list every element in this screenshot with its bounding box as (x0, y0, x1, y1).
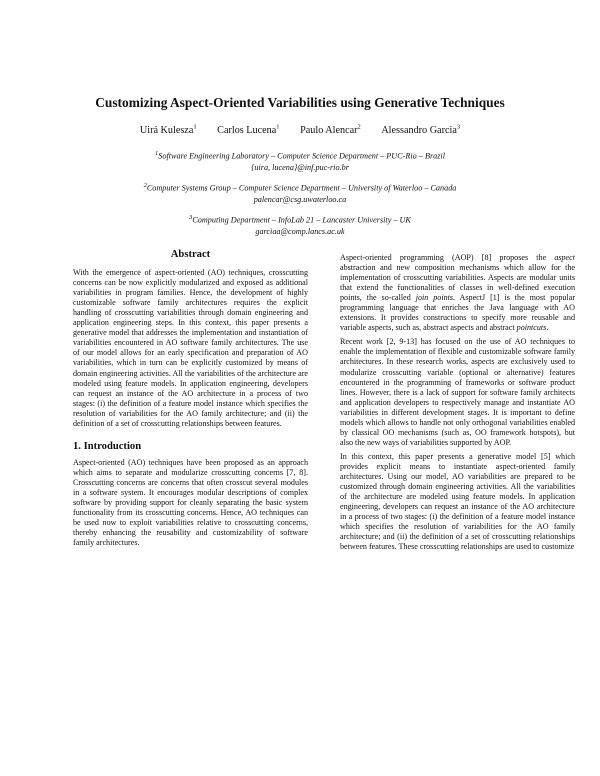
right-column (340, 253, 575, 552)
introduction-text: Aspect-oriented (AO) techniques have been proposed as an approach which aims to separate and modularize crosscutting concerns [7, 8]. Crosscutting concerns are concerns that often crosscut several modules in a software system. It encourages modular descriptions of complex software by providing support for cleanly separating the basic system functionality from its crosscutting concerns. Hence, AO techniques can be used now to exploit variabilities relative to crosscutting concerns, thereby enhancing the reusability and customizability of software family architectures. (73, 457, 308, 548)
paragraph: Aspect-oriented programming (AOP) [8] proposes the aspect abstraction and new composition mechanisms which allow for the implementation of crosscutting variabilities. Aspects are modular units that extend the functionalities of classes in well-defined execution points, the so-called join points. AspectJ [1] is the most popular programming language that enriches the Java language with AO extensions. It provides constructions to specify more reusable and variable aspects, such as, abstract aspects and abstract pointcuts. (340, 253, 576, 333)
affiliation: $^2$Computer Systems Group – Computer Science Department – University of Waterloo – Canada palencar@csg.uwaterloo.ca (143, 182, 457, 204)
abstract-text: With the emergence of aspect-oriented (AO) techniques, crosscutting concerns can be now explicitly modularized and exposed as additional variabilities in program families. Hence, the development of highly customizable software family architectures requires the explicit handling of crosscutting variabilities through domain engineering and application engineering steps. In this context, this paper presents a generative model that addresses the implementation and instantiation of variabilities encountered in AO software family architectures. The use of our model allows for an early specification and preparation of AO variabilities, which in turn can be explicitly customized by means of domain engineering activities. All the variabilities of the architecture are modeled using feature models. In application engineering, developers can request an instance of the AO architecture in a process of two stages: (i) the definition of a feature model instance which specifies the resolution of variabilities for the AO family architecture; and (ii) the definition of a set of crosscutting relationships between features. (73, 268, 308, 428)
introduction-heading: 1. Introduction (73, 440, 142, 452)
left-column (73, 250, 308, 548)
affiliation: $^3$Computing Department – InfoLab 21 – Lancaster University – UK garciaa@comp.lancs.ac.uk (189, 214, 411, 236)
affiliation: $^1$Software Engineering Laboratory – Computer Science Department – PUC-Rio – Brazil {uira, lucena}@inf.puc-rio.br (155, 150, 445, 172)
paper-title: Customizing Aspect-Oriented Variabilities using Generative Techniques (95, 95, 505, 110)
author: Uirá Kulesza$^1$ (139, 124, 197, 137)
paragraph: In this context, this paper presents a generative model [5] which provides explicit means to instantiate aspect-oriented family architectures. Using our model, AO variabilities are prepared to be customized through domain engineering activities. All the variabilities of the architecture are modeled using feature models. In application engineering, developers can request an instance of the AO architecture in a process of two stages: (i) the definition of a feature model instance which specifies the resolution of variabilities for the AO family architecture; and (ii) the definition of a set of crosscutting relationships between features. These crosscutting relationships are used to customize (340, 451, 575, 552)
paragraph: Recent work [2, 9-13] has focused on the use of AO techniques to enable the implementation of flexible and customizable software family architectures. In these research works, aspects are exclusively used to modularize crosscutting variable (optional or alternative) features encountered in the programming of frameworks or software product lines. However, there is a lack of support for software family architects and application developers to respectively manage and instantiate AO variabilities in different development stages. It is important to define models which allows to handle not only orthogonal variabilities enabled by classical OO mechanisms (such as, OO framework hotspots), but also the new ways of variabilities supported by AOP. (340, 337, 575, 447)
author: Alessandro Garcia$^3$ (381, 124, 461, 137)
author: Paulo Alencar$^2$ (300, 124, 361, 137)
author-list (0, 124, 600, 136)
author: Carlos Lucena$^1$ (217, 124, 280, 137)
abstract-heading: Abstract (170, 249, 211, 260)
